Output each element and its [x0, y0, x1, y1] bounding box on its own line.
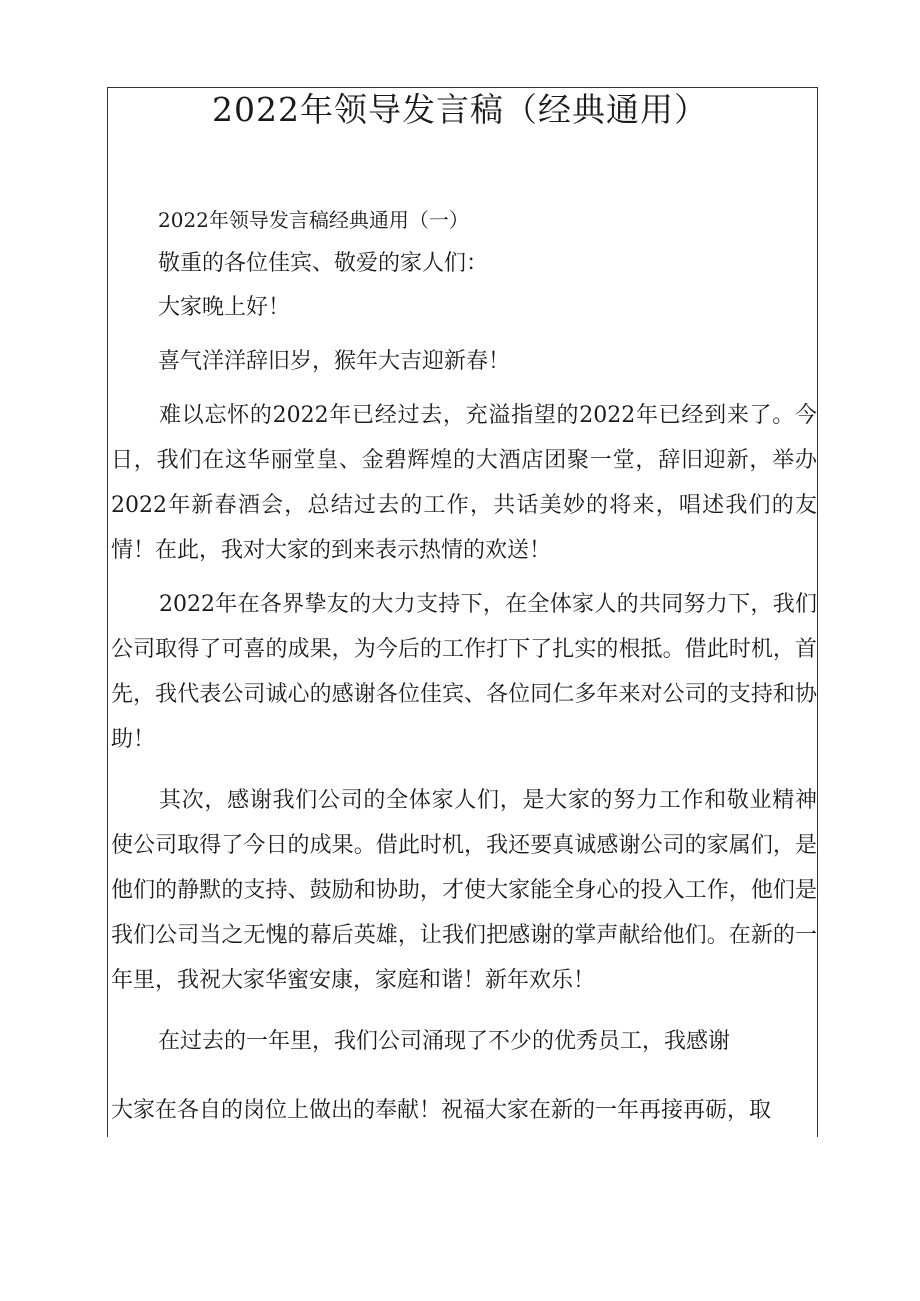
document-title: 2022年领导发言稿（经典通用）	[212, 90, 708, 129]
paragraph-1: 喜气洋洋辞旧岁，猴年大吉迎新春！	[158, 349, 511, 374]
paragraph-4: 其次，感谢我们公司的全体家人们，是大家的努力工作和敬业精神使公司取得了今日的成果。借此时机，我还要真诚感谢公司的家属们，是他们的静默的支持、鼓励和协助，才使大家能全身心的投入工作，他们是我们公司当之无愧的幕后英雄，让我们把感谢的掌声献给他们。在新的一年里，我祝大家华蜜安康，家庭和谐！新年欢乐！	[111, 788, 817, 993]
section-title: 2022年领导发言稿经典通用（一）	[158, 208, 469, 232]
paragraph-5: 在过去的一年里，我们公司涌现了不少的优秀员工，我感谢	[158, 1029, 731, 1054]
paragraph-3: 2022年在各界挚友的大力支持下，在全体家人的共同努力下，我们公司取得了可喜的成果，为今后的工作打下了扎实的根抵。借此时机，首先，我代表公司诚心的感谢各位佳宾、各位同仁多年来对公司的支持和协助！	[111, 592, 817, 752]
greeting: 大家晚上好！	[158, 295, 291, 320]
salutation: 敬重的各位佳宾、敬爱的家人们：	[158, 251, 489, 276]
paragraph-6: 大家在各自的岗位上做出的奉献！祝福大家在新的一年再接再砺，取	[111, 1098, 772, 1123]
paragraph-2: 难以忘怀的2022年已经过去，充溢指望的2022年已经到来了。今日，我们在这华丽堂皇、金碧辉煌的大酒店团聚一堂，辞旧迎新，举办2022年新春酒会，总结过去的工作，共话美妙的将来，唱述我们的友情！在此，我对大家的到来表示热情的欢送！	[111, 403, 817, 563]
